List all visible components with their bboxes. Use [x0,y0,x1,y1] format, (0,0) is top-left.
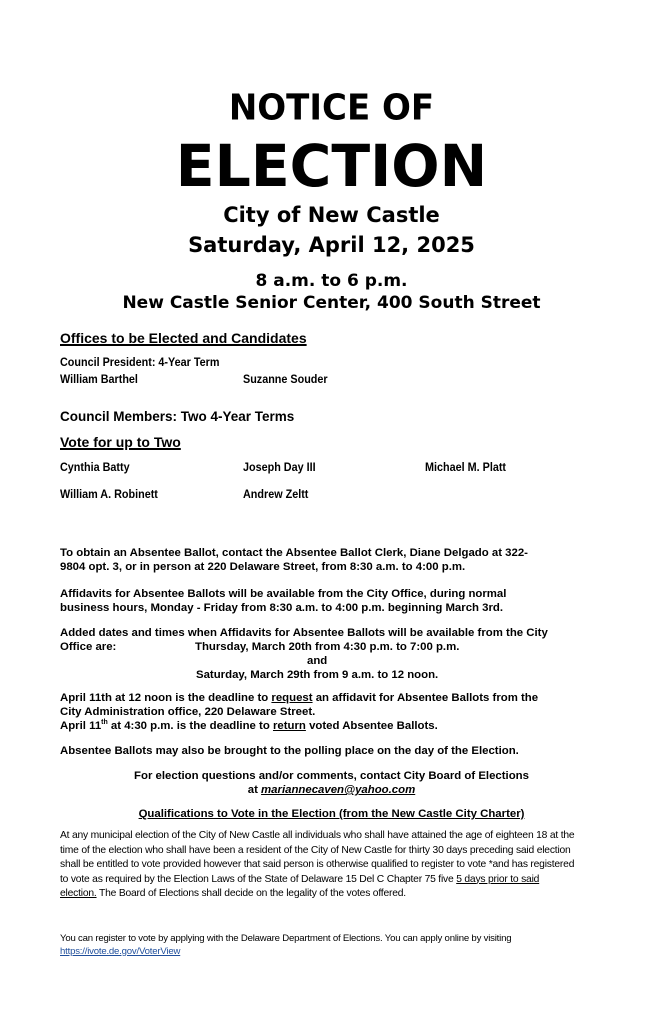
underlined-text: election. [60,888,97,899]
polling-note: Absentee Ballots may also be brought to the polling place on the day of the Election. [60,745,519,757]
underlined-text: 5 days prior to said [456,873,540,885]
text-line: time of the election who shall have been a resident of the City of New Castle for thirty 30 days preceding said election [60,844,571,856]
text-line: At any municipal election of the City of New Castle all individuals who shall have attained the age of eighteen 18 at the [60,830,575,841]
contact-email-line [0,783,663,797]
candidate-name: Cynthia Batty [60,460,130,474]
superscript: th [101,719,108,727]
text-line: shall be entitled to vote provided however that said person is otherwise qualified to register to vote *and has registered [60,859,575,870]
added-date-row [60,668,620,682]
added-dates-paragraph [60,626,620,682]
absentee-obtain-paragraph [60,546,620,574]
polling-hours: 8 a.m. to 6 p.m. [255,271,408,291]
underlined-text: return [272,720,306,732]
candidate-name: Andrew Zeltt [243,487,309,501]
candidate-name: William Barthel [60,372,138,386]
added-date: Saturday, March 29th from 9 a.m. to 12 noon. [196,669,439,681]
qualifications-heading: Qualifications to Vote in the Election (from the New Castle City Charter) [138,808,525,820]
city-name: City of New Castle [223,203,440,227]
text-span: an affidavit for Absentee Ballots from the [312,692,539,704]
and-text: and [307,655,328,667]
contact-line: For election questions and/or comments, contact City Board of Elections [134,770,529,782]
text-line: Affidavits for Absentee Ballots will be available from the City Office, during normal [60,588,507,600]
deadlines-paragraph [60,691,620,733]
offices-heading: Offices to be Elected and Candidates [60,330,307,346]
text-line: business hours, Monday - Friday from 8:30 a.m. to 4:00 p.m. beginning March 3rd. [60,602,504,614]
deadline-return-line [60,719,620,733]
registration-paragraph [60,932,615,958]
deadline-request-line [60,691,620,705]
contact-email-link[interactable]: mariannecaven@yahoo.com [261,784,416,796]
affidavit-paragraph [60,587,620,615]
candidate-name: William A. Robinett [60,487,158,501]
candidate-name: Suzanne Souder [243,372,328,386]
text-span: voted Absentee Ballots. [305,720,438,732]
and-row [60,654,620,668]
text-line: To obtain an Absentee Ballot, contact the Absentee Ballot Clerk, Diane Delgado at 322- [60,547,528,559]
text-line [60,873,615,888]
president-label: Council President: 4-Year Term [60,355,220,369]
vote-rule: Vote for up to Two [60,434,181,450]
members-label: Council Members: Two 4-Year Terms [60,409,295,424]
notice-title: NOTICE OF [228,87,435,129]
election-title: ELECTION [175,132,488,200]
candidate-name: Michael M. Platt [425,460,507,474]
added-label: Office are: [60,641,117,653]
underlined-text: request [271,692,313,704]
added-date: Thursday, March 20th from 4:30 p.m. to 7:00 p.m. [195,641,460,653]
added-dates-row [60,640,620,654]
text-line: You can register to vote by applying with the Delaware Department of Elections. You can apply online by visiting [60,933,512,944]
qualifications-paragraph [60,829,615,902]
voter-registration-link[interactable]: https://ivote.de.gov/VoterView [60,946,181,957]
election-date: Saturday, April 12, 2025 [188,233,475,257]
text-span: to vote as required by the Election Laws of the State of Delaware 15 Del C Chapter 75 five [60,873,457,885]
text-span: April 11th at 12 noon is the deadline to [60,692,272,704]
polling-location: New Castle Senior Center, 400 South Street [122,293,541,313]
text-span: at 4:30 p.m. is the deadline to [107,720,273,732]
text-line: Added dates and times when Affidavits for Absentee Ballots will be available from the City [60,627,548,639]
text-span: The Board of Elections shall decide on the legality of the votes offered. [96,888,406,899]
text-line: 9804 opt. 3, or in person at 220 Delaware Street, from 8:30 a.m. to 4:00 p.m. [60,561,466,573]
text-line: City Administration office, 220 Delaware Street. [60,706,316,718]
candidate-name: Joseph Day III [243,460,316,474]
text-span: April 11 [60,720,102,732]
at-text: at [247,784,262,796]
text-line [60,887,615,902]
